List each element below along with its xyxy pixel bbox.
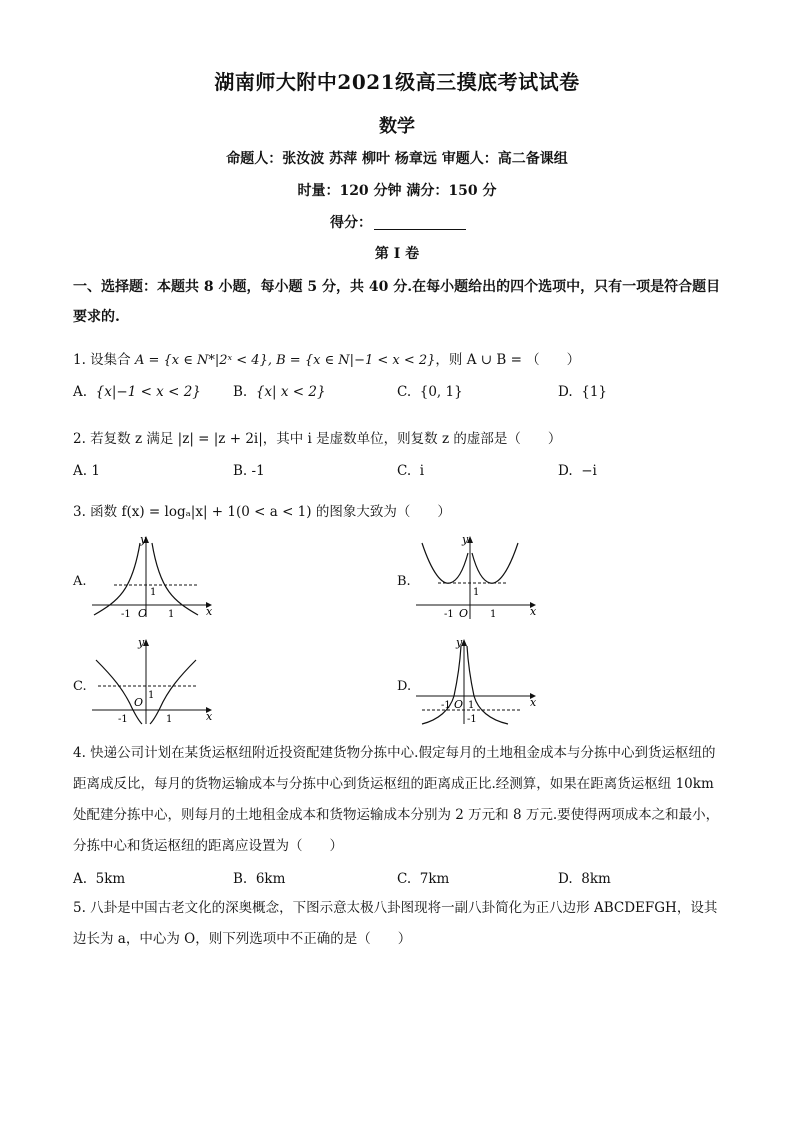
q3-option-d[interactable]: D. [397, 679, 412, 694]
graph-b-y-label: y [462, 533, 469, 546]
graph-b-origin: O [459, 607, 469, 620]
authors-line: 命题人：张汝波 苏萍 柳叶 杨章远 审题人：高二备课组 [226, 151, 568, 167]
q2-option-c[interactable]: C. i [397, 463, 425, 479]
volume-title: 第 I 卷 [374, 246, 420, 262]
question-1-suffix: ，则 A ∪ B = （ ） [435, 352, 581, 368]
graph-a-tick-1-y: 1 [150, 587, 157, 598]
graph-d-origin: O [454, 698, 464, 711]
graph-b-tick-1-y: 1 [473, 587, 480, 598]
graph-c-y-label: y [138, 636, 145, 649]
graph-a-origin: O [138, 607, 148, 620]
exam-title: 湖南师大附中2021级高三摸底考试试卷 [214, 70, 580, 94]
q1-option-b[interactable]: B. {x| x < 2} [233, 384, 326, 400]
q3-option-a[interactable]: A. [73, 574, 87, 589]
question-3-stem: 3. 函数 f(x) = logₐ|x| + 1(0 < a < 1) 的图象大致为（ ） [73, 504, 451, 520]
q2-option-b[interactable]: B. -1 [233, 463, 265, 479]
graph-d-tick-1-x: 1 [468, 700, 475, 711]
question-4-stem: 4. 快递公司计划在某货运枢纽附近投资配建货物分拣中心.假定每月的土地租金成本与分拣中心到货运枢纽的距离成反比，每月的货物运输成本与分拣中心到货运枢纽的距离成正比.经测算，如果在距离货运枢纽 10km 处配建分拣中心，则每月的土地租金成本和货物运输成本分别为 2 万元和 8 万元.要使得两项成本之和最小，分拣中心和货运枢纽的距离应设置为（ ） [73, 745, 720, 854]
graph-c-tick-1-y: 1 [148, 690, 155, 701]
q4-option-c[interactable]: C. 7km [397, 871, 450, 887]
graph-a-tick-neg1: -1 [121, 609, 131, 620]
q4-option-d[interactable]: D. 8km [558, 871, 611, 887]
graph-c-origin: O [134, 696, 144, 709]
graph-a-tick-1-x: 1 [168, 609, 175, 620]
q1-option-a[interactable]: A. {x|−1 < x < 2} [73, 384, 201, 400]
score-field [330, 212, 466, 232]
q2-option-a[interactable]: A. 1 [73, 463, 100, 479]
q2-option-d[interactable]: D. −i [558, 463, 597, 479]
graph-b-tick-1-x: 1 [490, 609, 497, 620]
graph-d-y-label: y [456, 636, 463, 649]
graph-d[interactable] [412, 636, 542, 726]
q3-option-b[interactable]: B. [397, 574, 411, 589]
question-1-prefix: 1. 设集合 [73, 352, 131, 368]
q4-option-a[interactable]: A. 5km [73, 871, 126, 887]
graph-d-tick-neg1-x: -1 [441, 700, 451, 711]
subject-title: 数学 [379, 116, 415, 137]
question-2-stem: 2. 若复数 z 满足 |z| = |z + 2i|，其中 i 是虚数单位，则复数 z 的虚部是（ ） [73, 431, 562, 447]
question-5-stem: 5. 八卦是中国古老文化的深奥概念，下图示意太极八卦图现将一副八卦简化为正八边形 ABCDEFGH，设其边长为 a，中心为 O，则下列选项中不正确的是（ ） [73, 900, 718, 947]
q1-option-d[interactable]: D. {1} [558, 384, 608, 400]
section-heading: 一、选择题：本题共 8 小题，每小题 5 分，共 40 分.在每小题给出的四个选项中，只有一项是符合题目要求的. [73, 279, 721, 325]
graph-b-x-label: x [530, 605, 537, 618]
graph-a-x-label: x [206, 605, 213, 618]
q1-option-c[interactable]: C. {0, 1} [397, 384, 463, 400]
graph-a-y-label: y [140, 533, 147, 546]
graph-d-tick-neg1-y: -1 [467, 714, 477, 725]
question-1-stem [73, 348, 580, 368]
q4-option-b[interactable]: B. 6km [233, 871, 286, 887]
graph-c-tick-neg1: -1 [118, 714, 128, 725]
score-blank[interactable] [374, 215, 466, 230]
q3-option-c[interactable]: C. [73, 679, 87, 694]
graph-a[interactable] [88, 533, 218, 621]
question-1-sets: A = {x ∈ N*|2ˣ < 4}, B = {x ∈ N|−1 < x < 2} [134, 353, 436, 368]
score-label: 得分： [330, 215, 372, 231]
graph-c-x-label: x [206, 710, 213, 723]
time-score-line: 时量：120 分钟 满分：150 分 [297, 183, 497, 199]
graph-d-x-label: x [530, 696, 537, 709]
graph-b-tick-neg1: -1 [444, 609, 454, 620]
graph-c[interactable] [88, 636, 218, 726]
graph-b[interactable] [412, 533, 542, 623]
graph-c-tick-1-x: 1 [166, 714, 173, 725]
